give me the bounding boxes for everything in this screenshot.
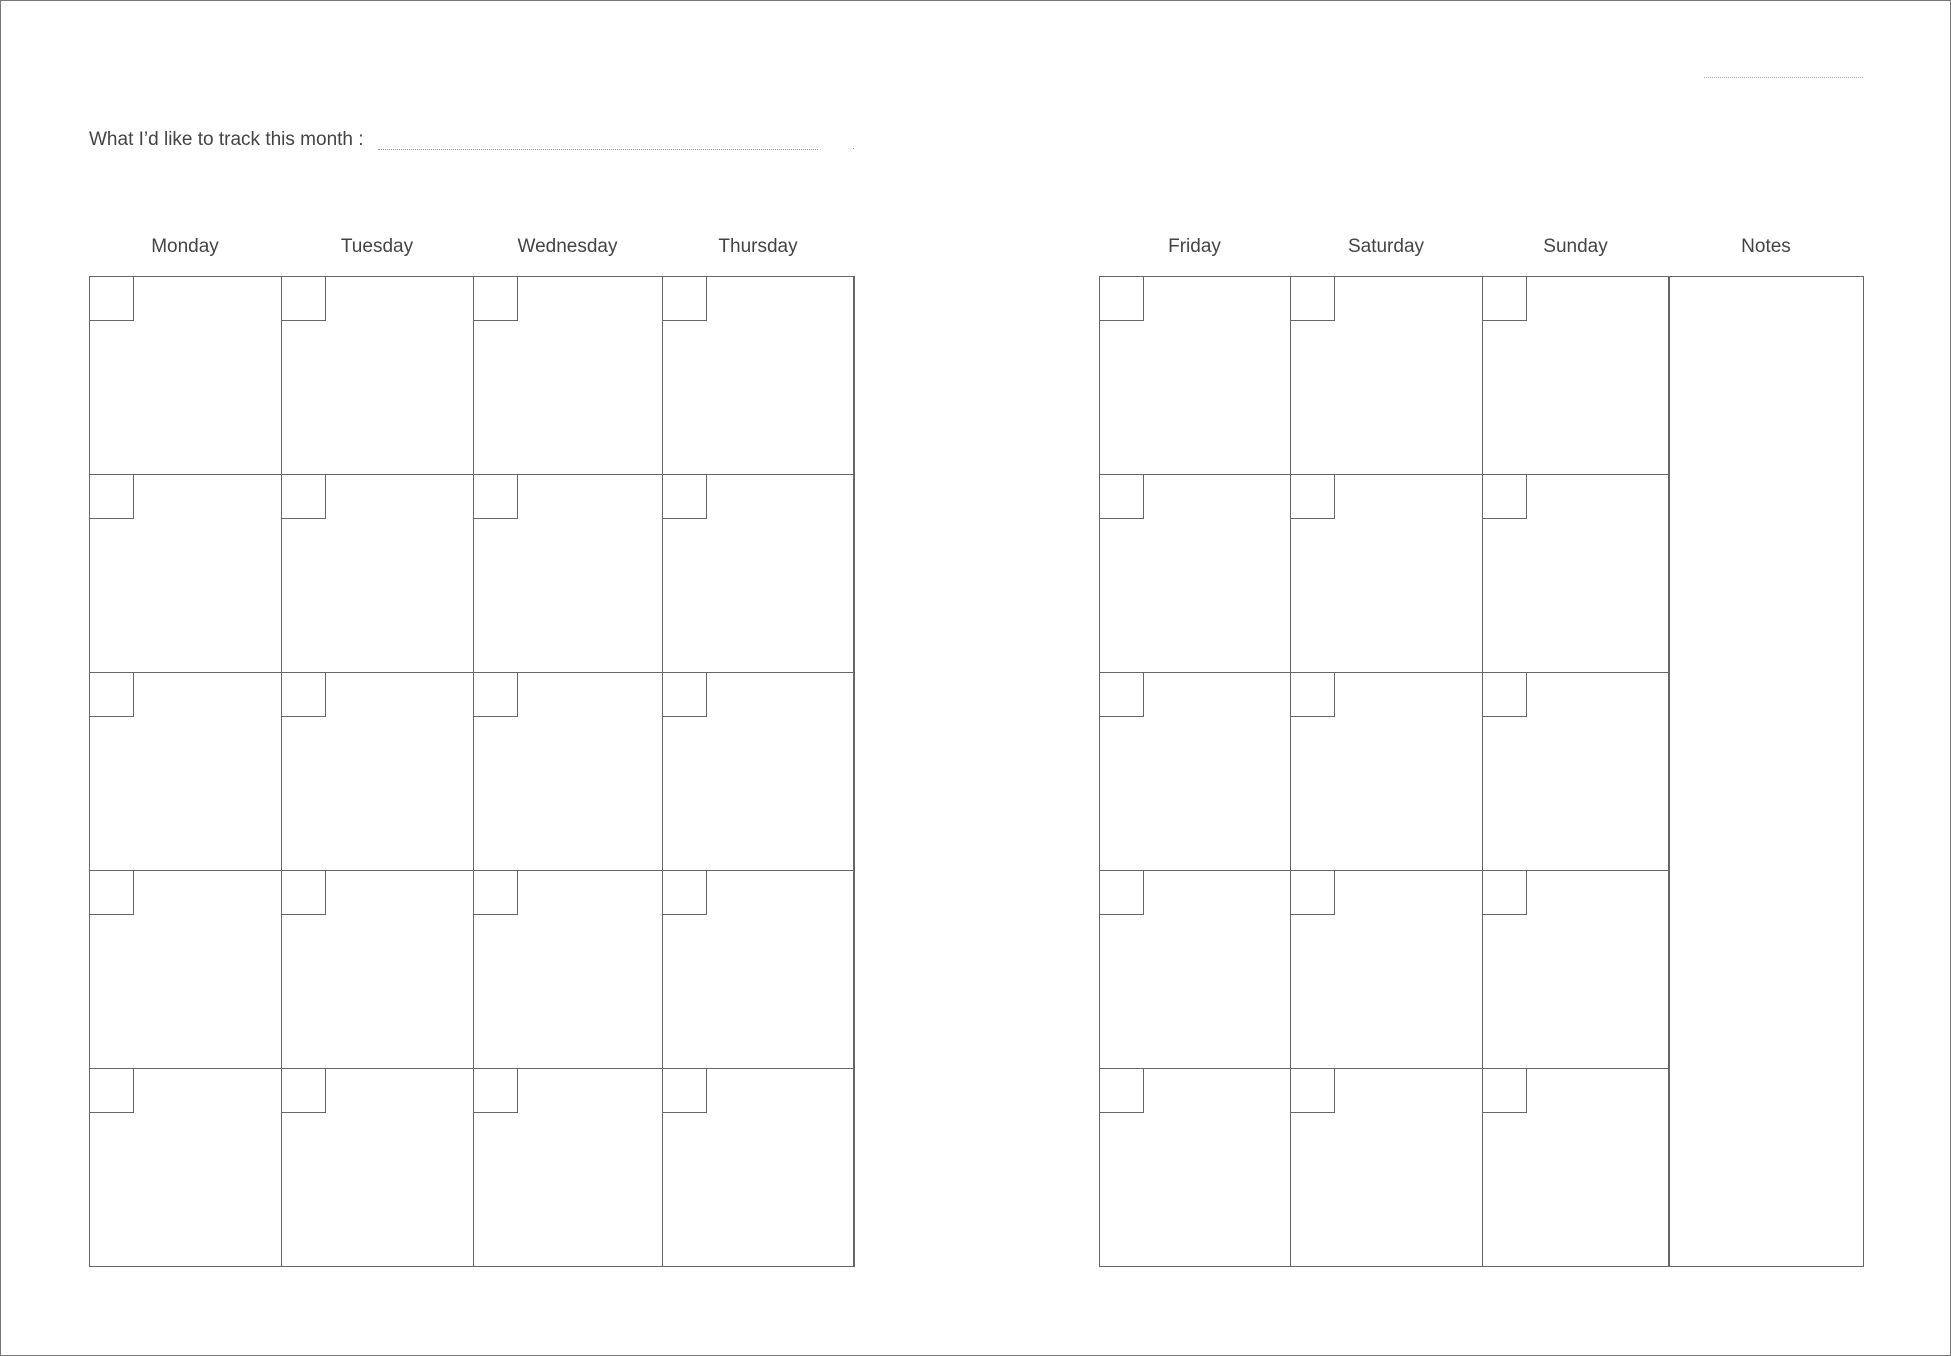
day-cell-wednesday-week-5[interactable] [474,1069,663,1267]
day-cell-sunday-week-4[interactable] [1483,871,1669,1069]
date-checkbox[interactable] [1291,673,1335,717]
date-checkbox[interactable] [1100,1069,1144,1113]
day-cell-wednesday-week-3[interactable] [474,673,663,871]
day-header-friday: Friday [1168,236,1221,257]
date-checkbox[interactable] [282,871,326,915]
day-cell-sunday-week-5[interactable] [1483,1069,1669,1267]
date-checkbox[interactable] [282,1069,326,1113]
date-checkbox[interactable] [282,475,326,519]
day-cell-tuesday-week-2[interactable] [282,475,474,673]
date-checkbox[interactable] [474,673,518,717]
day-cell-friday-week-2[interactable] [1100,475,1291,673]
date-checkbox[interactable] [663,871,707,915]
notes-header: Notes [1741,236,1791,257]
day-cell-thursday-week-2[interactable] [663,475,854,673]
day-cell-thursday-week-5[interactable] [663,1069,854,1267]
date-checkbox[interactable] [1100,673,1144,717]
day-header-tuesday: Tuesday [340,236,414,257]
day-cell-saturday-week-3[interactable] [1291,673,1483,871]
day-cell-friday-week-5[interactable] [1100,1069,1291,1267]
tracking-goal-label: What I’d like to track this month : [89,129,364,150]
day-cell-monday-week-5[interactable] [90,1069,282,1267]
day-header-wednesday: Wednesday [517,236,618,257]
day-cell-friday-week-1[interactable] [1100,277,1291,475]
date-checkbox[interactable] [474,871,518,915]
date-checkbox[interactable] [90,277,134,321]
date-checkbox[interactable] [1483,1069,1527,1113]
date-checkbox[interactable] [90,871,134,915]
day-cell-saturday-week-1[interactable] [1291,277,1483,475]
day-cell-saturday-week-2[interactable] [1291,475,1483,673]
date-checkbox[interactable] [90,673,134,717]
date-checkbox[interactable] [1483,673,1527,717]
day-header-saturday: Saturday [1347,236,1425,257]
day-cell-thursday-week-3[interactable] [663,673,854,871]
day-cell-wednesday-week-4[interactable] [474,871,663,1069]
date-checkbox[interactable] [1291,475,1335,519]
date-checkbox[interactable] [1291,871,1335,915]
day-cell-monday-week-4[interactable] [90,871,282,1069]
left-calendar-grid [89,276,855,1267]
day-cell-monday-week-1[interactable] [90,277,282,475]
day-cell-tuesday-week-4[interactable] [282,871,474,1069]
date-checkbox[interactable] [1100,277,1144,321]
date-checkbox[interactable] [663,475,707,519]
date-checkbox[interactable] [1483,871,1527,915]
tracking-goal-row [89,128,859,158]
day-cell-sunday-week-1[interactable] [1483,277,1669,475]
date-checkbox[interactable] [663,1069,707,1113]
date-checkbox[interactable] [474,277,518,321]
day-cell-monday-week-3[interactable] [90,673,282,871]
right-calendar-grid [1099,276,1864,1267]
date-checkbox[interactable] [1100,475,1144,519]
day-header-thursday: Thursday [718,236,798,257]
day-cell-monday-week-2[interactable] [90,475,282,673]
date-checkbox[interactable] [90,1069,134,1113]
day-cell-sunday-week-2[interactable] [1483,475,1669,673]
day-cell-tuesday-week-3[interactable] [282,673,474,871]
day-cell-wednesday-week-1[interactable] [474,277,663,475]
date-checkbox[interactable] [663,673,707,717]
day-header-sunday: Sunday [1543,236,1608,257]
date-checkbox[interactable] [1483,277,1527,321]
date-checkbox[interactable] [474,1069,518,1113]
day-cell-sunday-week-3[interactable] [1483,673,1669,871]
day-cell-wednesday-week-2[interactable] [474,475,663,673]
day-cell-thursday-week-4[interactable] [663,871,854,1069]
day-cell-tuesday-week-1[interactable] [282,277,474,475]
day-cell-saturday-week-5[interactable] [1291,1069,1483,1267]
notes-area[interactable] [1669,277,1863,1266]
day-header-monday: Monday [151,236,219,257]
month-name-line[interactable] [1704,77,1863,78]
date-checkbox[interactable] [282,673,326,717]
tracking-goal-line[interactable] [378,149,818,150]
day-cell-friday-week-3[interactable] [1100,673,1291,871]
date-checkbox[interactable] [1483,475,1527,519]
date-checkbox[interactable] [663,277,707,321]
tracking-goal-end-dot [853,148,854,149]
day-cell-tuesday-week-5[interactable] [282,1069,474,1267]
date-checkbox[interactable] [1100,871,1144,915]
day-cell-friday-week-4[interactable] [1100,871,1291,1069]
date-checkbox[interactable] [1291,277,1335,321]
day-cell-thursday-week-1[interactable] [663,277,854,475]
date-checkbox[interactable] [90,475,134,519]
day-cell-saturday-week-4[interactable] [1291,871,1483,1069]
date-checkbox[interactable] [282,277,326,321]
date-checkbox[interactable] [1291,1069,1335,1113]
date-checkbox[interactable] [474,475,518,519]
